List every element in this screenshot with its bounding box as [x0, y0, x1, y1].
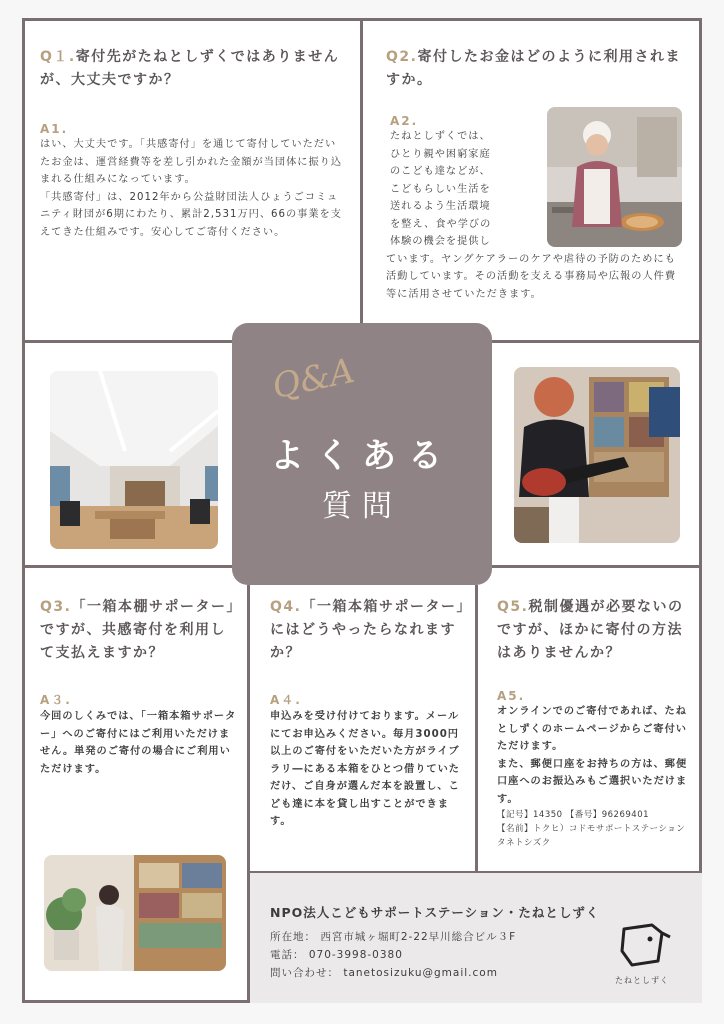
q5-question-text: 税制優遇が必要ないのですが、ほかに寄付の方法はありませんか？	[497, 599, 684, 661]
q2-answer-line: 体験の機会を提供し	[390, 236, 491, 247]
faq-title-line2: 質問	[322, 489, 402, 524]
phone-row	[270, 947, 403, 962]
q3-section	[40, 596, 240, 778]
q5-account-line2: 【名前】トクヒ）コドモサポートステーション タネトシズク	[497, 824, 686, 848]
q2-answer-rest: ています。ヤングケアラーのケアや虐待の予防のためにも活動しています。その活動を支える事務局や広報の人件費等に活用させていただきます。	[386, 253, 677, 300]
guitar-photo	[514, 367, 680, 543]
q4-answer-label: A４.	[270, 693, 302, 707]
q2-answer-line: のこども達などが、	[390, 166, 491, 177]
q5-account-line1: 【記号】14350 【番号】96269401	[497, 810, 650, 820]
phone-label: 電話：	[270, 949, 305, 961]
kitchen-photo	[547, 107, 682, 247]
address-row	[270, 929, 516, 944]
library-room-photo	[50, 371, 218, 549]
contact-footer	[250, 873, 702, 1003]
q4-question	[270, 596, 468, 665]
q4-number: Q4.	[270, 599, 302, 615]
q3-question	[40, 596, 240, 665]
q2-answer-label: A2.	[390, 114, 419, 128]
q3-number: Q3.	[40, 599, 72, 615]
q1-number: Q１.	[40, 49, 76, 65]
q2-answer-line: たねとしずくでは、	[390, 131, 491, 142]
q2-answer-line: ひとり親や困窮家庭	[390, 148, 491, 160]
q4-section	[270, 596, 468, 831]
q5-answer: オンラインでのご寄付であれば、たねとしずくのホームページからご寄付いただけます。 また、郵便口座をお持ちの方は、郵便口座へのお振込みもご選択いただけます。	[497, 706, 688, 805]
q4-answer: 申込みを受け付けております。メールにてお申込みください。毎月3000円以上のご寄付をいただいた方がライブラリ―にある本箱をひとつ借りていただけ、ご自身が選んだ本を設置し、こども達に本を貸し出すことができます。	[270, 711, 460, 827]
logo	[612, 921, 672, 987]
q2-answer-line: 送れるよう生活環境	[390, 201, 491, 212]
q3-question-text: 「一箱本棚サポーター」ですが、共感寄付を利用して支払えますか？	[40, 599, 235, 661]
q5-number: Q5.	[497, 599, 529, 615]
address-value: 西宮市城ヶ堀町2-22早川総合ビル３F	[320, 931, 517, 943]
faq-title-line1: よくある	[270, 436, 454, 476]
q5-section	[497, 596, 693, 850]
divider-v-bottom-2	[475, 585, 478, 873]
q1-answer: はい、大丈夫です。「共感寄付」を通じて寄付していただいたお金は、運営経費等を差し引かれた金額が当団体に振り込まれる仕組みになっています。 「共感寄付」は、2012年から公益財団法人ひょうごコミュニティ財団が6期にわたり、累計2,531万円、66の事業を支えてきた仕組みです。安心してご寄付ください。	[40, 139, 343, 238]
q2-question	[386, 46, 686, 92]
contact-label: 問い合わせ：	[270, 967, 339, 979]
q2-number: Q2.	[386, 49, 418, 65]
q2-answer-line: こどもらしい生活を	[390, 183, 491, 195]
q1-question	[40, 46, 345, 92]
divider-v-top	[360, 18, 363, 323]
bookshelf-photo	[44, 855, 226, 971]
email-link[interactable]: tanetosizuku@gmail.com	[343, 967, 498, 979]
q2-question-text: 寄付したお金はどのように利用されますか。	[386, 49, 681, 88]
logo-text: たねとしずく	[615, 976, 669, 985]
q1-section	[40, 46, 345, 241]
q4-question-text: 「一箱本箱サポーター」にはどうやったらなれますか？	[270, 599, 465, 661]
q1-question-text: 寄付先がたねとしずくではありませんが、大丈夫ですか？	[40, 49, 340, 88]
phone-value[interactable]: 070-3998-0380	[308, 949, 403, 961]
org-name: NPO法人こどもサポートステーション・たねとしずく	[270, 905, 600, 920]
address-label: 所在地：	[270, 931, 316, 943]
q5-answer-label: A5.	[497, 689, 526, 703]
q3-answer: 今回のしくみでは、「一箱本箱サポーター」へのご寄付にはご利用いただけません。単発のご寄付の場合にご利用いただけます。	[40, 711, 237, 775]
q5-question	[497, 596, 693, 665]
bird-logo-icon	[612, 921, 672, 971]
q2-answer-line: を整え、食や学びの	[390, 218, 492, 230]
q3-answer-label: A３.	[40, 693, 72, 707]
faq-title-panel	[232, 323, 492, 585]
q1-answer-label: A1.	[40, 122, 69, 136]
contact-row	[270, 965, 498, 980]
qa-script-text: Q&A	[268, 350, 358, 408]
